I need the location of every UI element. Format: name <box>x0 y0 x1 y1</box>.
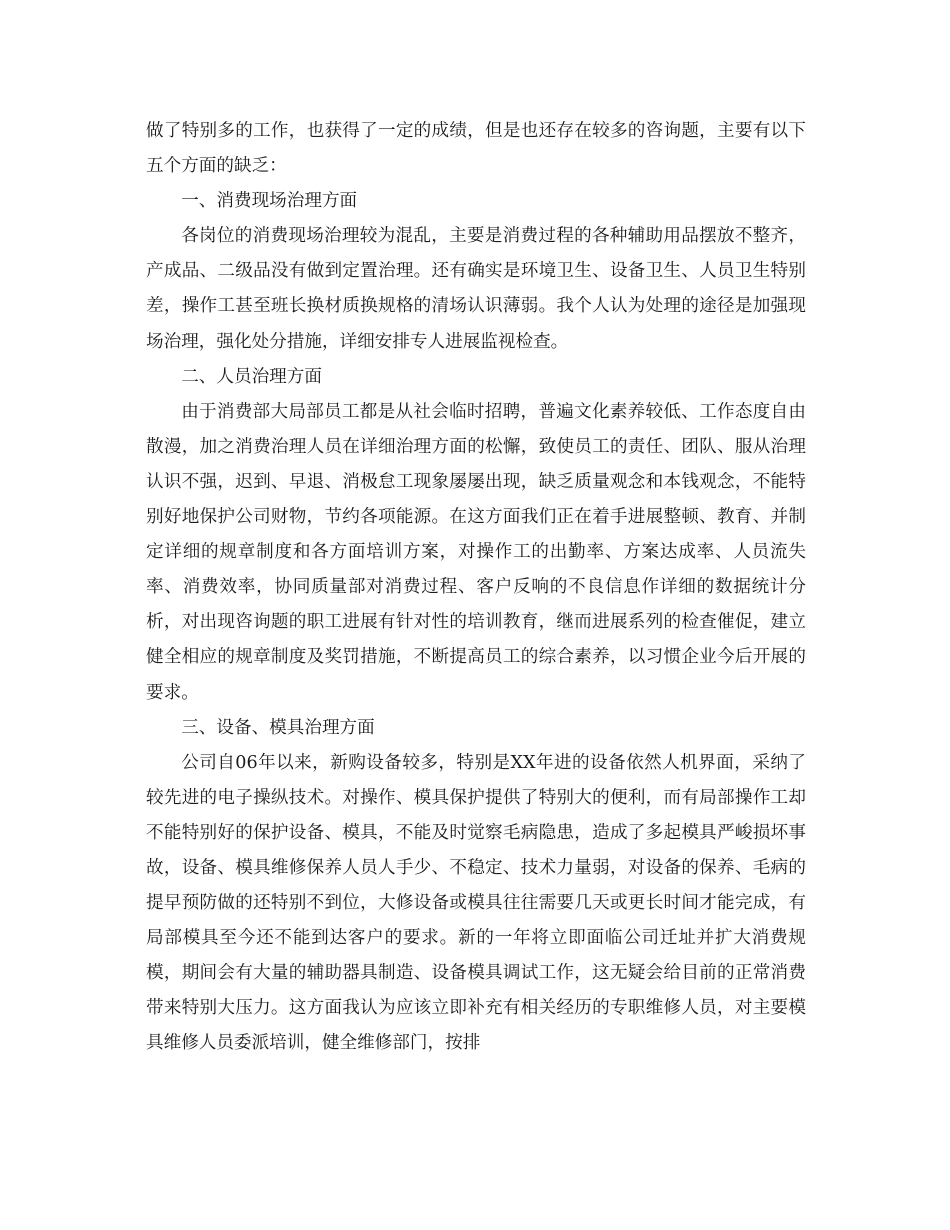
heading-section-1: 一、消费现场治理方面 <box>181 191 358 212</box>
paragraph-section-3: 公司自06年以来，新购设备较多，特别是XX年进的设备依然人机界面，采纳了较先进的电子操纵技术。对操作、模具保护提供了特别大的便利，而有局部操作工却不能特别好的保护设备、模具，不能及时觉察毛病隐患，造成了多起模具严峻损坏事故，设备、模具维修保养人员人手少、不稳定、技术力量弱，对设备的保养、毛病的提早预防做的还特别不到位，大修设备或模具往往需要几天或更长时间才能完成，有局部模具至今还不能到达客户的要求。新的一年将立即面临公司迁址并扩大消费规模，期间会有大量的辅助器具制造、设备模具调试工作，这无疑会给目前的正常消费带来特别大压力。这方面我认为应该立即补充有相关经历的专职维修人员，对主要模具维修人员委派培训，健全维修部门，按排 <box>146 752 806 1054</box>
heading-section-2: 二、人员治理方面 <box>181 366 322 387</box>
paragraph-intro: 做了特别多的工作，也获得了一定的成绩，但是也还存在较多的咨询题，主要有以下五个方面的缺乏： <box>146 121 806 177</box>
paragraph-section-1: 各岗位的消费现场治理较为混乱，主要是消费过程的各种辅助用品摆放不整齐，产成品、二级品没有做到定置治理。还有确实是环境卫生、设备卫生、人员卫生特别差，操作工甚至班长换材质换规格的清场认识薄弱。我个人认为处理的途径是加强现场治理，强化处分措施，详细安排专人进展监视检查。 <box>146 226 806 352</box>
document-page <box>146 114 806 1062</box>
paragraph-section-2: 由于消费部大局部员工都是从社会临时招聘，普遍文化素养较低、工作态度自由散漫，加之消费治理人员在详细治理方面的松懈，致使员工的责任、团队、服从治理认识不强，迟到、早退、消极怠工现象屡屡出现，缺乏质量观念和本钱观念，不能特别好地保护公司财物，节约各项能源。在这方面我们正在着手进展整顿、教育、并制定详细的规章制度和各方面培训方案，对操作工的出勤率、方案达成率、人员流失率、消费效率，协同质量部对消费过程、客户反响的不良信息作详细的数据统计分析，对出现咨询题的职工进展有针对性的培训教育，继而进展系列的检查催促，建立健全相应的规章制度及奖罚措施，不断提高员工的综合素养，以习惯企业今后开展的要求。 <box>146 401 806 703</box>
heading-section-3: 三、设备、模具治理方面 <box>181 717 375 738</box>
